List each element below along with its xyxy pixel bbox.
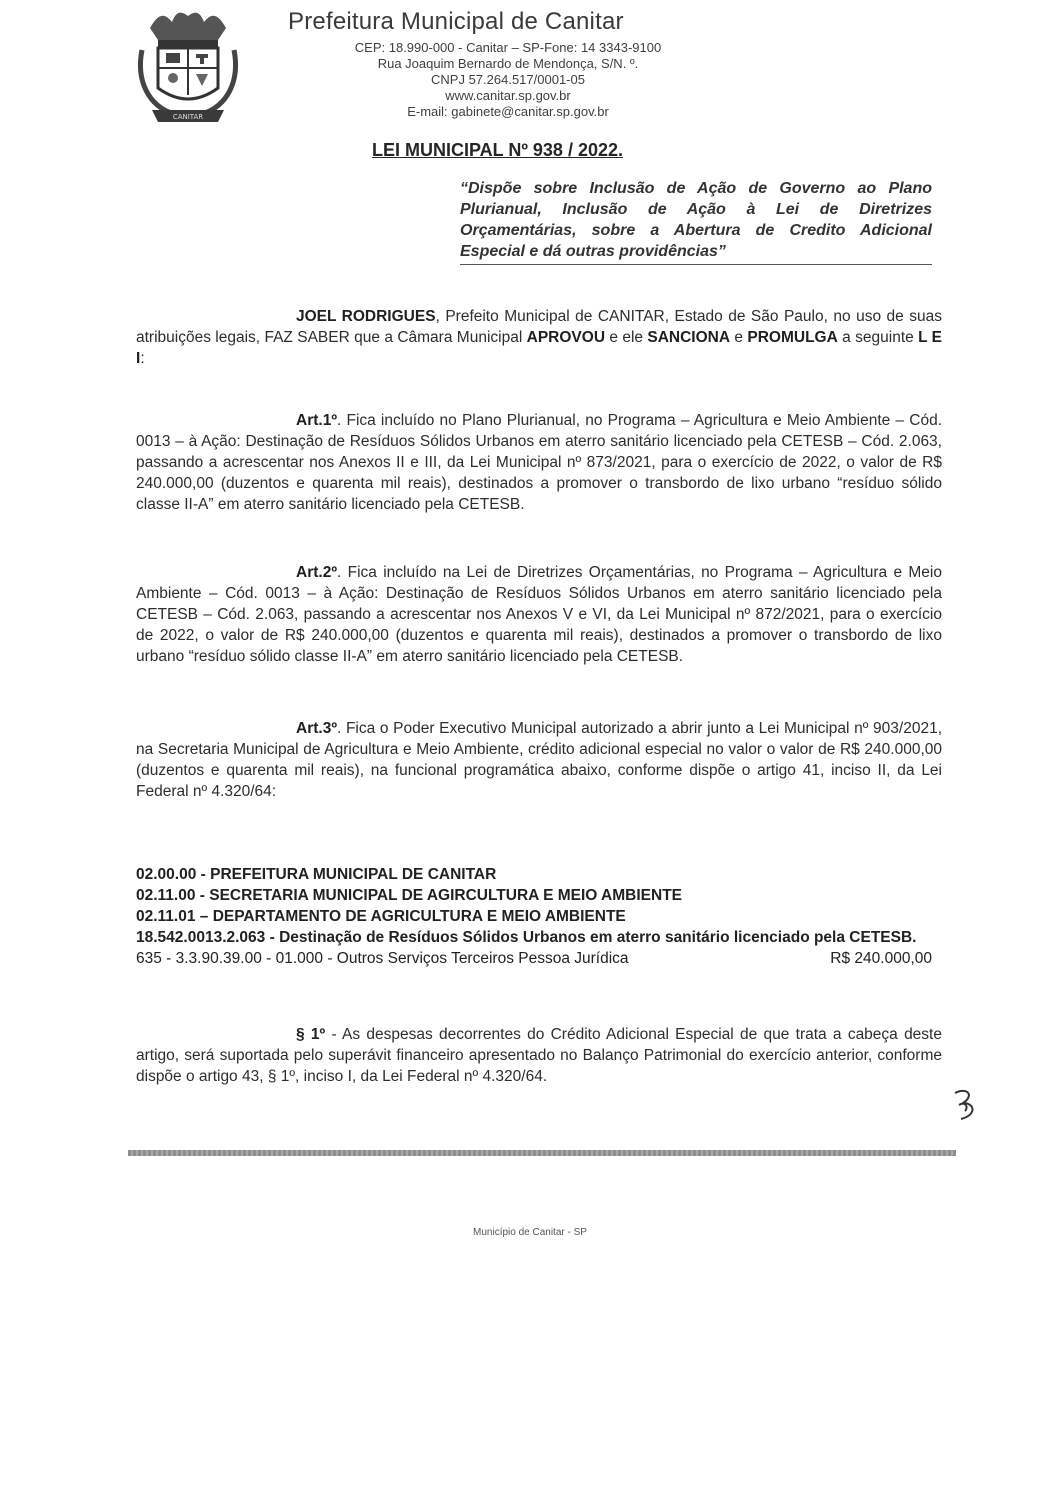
letterhead	[288, 8, 728, 120]
preamble-text: e	[730, 329, 748, 346]
article-3	[136, 718, 942, 802]
paragraph-1-text: - As despesas decorrentes do Crédito Adicional Especial de que trata a cabeça deste artigo, será suportada pelo superávit financeiro apresentado no Balanço Patrimonial do exercício anterior, conforme dispõe o artigo 43, § 1º, inciso I, da Lei Federal nº 4.320/64.	[136, 1026, 942, 1085]
preamble-text: , Prefeito Municipal de CANITAR, Estado de São Paulo, no uso de suas atribuições legais, FAZ SABER que a Câmara Municipal	[136, 308, 942, 346]
page-divider	[128, 1150, 956, 1156]
article-2-label: Art.2º	[296, 564, 337, 581]
article-3-text: . Fica o Poder Executivo Municipal autorizado a abrir junto a Lei Municipal nº 903/2021, na Secretaria Municipal de Agricultura e Meio Ambiente, crédito adicional especial no valor o valor de R$ 240.000,00 (duzentos e quarenta mil reais), na funcional programática abaixo, conforme dispõe o artigo 41, inciso II, da Lei Federal nº 4.320/64:	[136, 720, 942, 800]
law-title: LEI MUNICIPAL Nº 938 / 2022.	[372, 140, 623, 160]
preamble-text: e ele	[605, 329, 648, 346]
preamble-text: a seguinte	[837, 329, 919, 346]
paragraph-1	[136, 1024, 942, 1087]
lei-word: L E I	[136, 329, 942, 367]
crest-banner-text: CANITAR	[172, 113, 204, 121]
article-1-label: Art.1º	[296, 412, 337, 429]
expense-description: 635 - 3.3.90.39.00 - 01.000 - Outros Serviços Terceiros Pessoa Jurídica	[136, 950, 629, 967]
budget-line-action: 18.542.0013.2.063 - Destinação de Resíduos Sólidos Urbanos em aterro sanitário licenciado pela CETESB.	[136, 929, 917, 946]
address-line: CNPJ 57.264.517/0001-05	[431, 72, 585, 87]
law-summary: “Dispõe sobre Inclusão de Ação de Governo ao Plano Plurianual, Inclusão de Ação à Lei de Diretrizes Orçamentárias, sobre a Abertura de Credito Adicional Especial e dá outras providências”	[460, 178, 932, 265]
budget-line-expense	[136, 948, 942, 969]
address-line: Rua Joaquim Bernardo de Mendonça, S/N. º.	[377, 56, 639, 71]
website-line: www.canitar.sp.gov.br	[445, 88, 571, 103]
approved-word: APROVOU	[526, 329, 606, 346]
budget-line-secretariat: 02.11.00 - SECRETARIA MUNICIPAL DE AGIRCULTURA E MEIO AMBIENTE	[136, 887, 683, 904]
article-2-text: . Fica incluído na Lei de Diretrizes Orçamentárias, no Programa – Agricultura e Meio Ambiente – Cód. 0013 – à Ação: Destinação de Resíduos Sólidos Urbanos em aterro sanitário licenciado pela CETESB – Cód. 2.063, passando a acrescentar nos Anexos V e VI, da Lei Municipal nº 872/2021, para o exercício de 2022, o valor de R$ 240.000,00 (duzentos e quarenta mil reais), destinados a promover o transbordo de lixo urbano “resíduo sólido classe II-A” em aterro sanitário licenciado pela CETESB.	[136, 564, 942, 665]
preamble-text: :	[140, 350, 145, 367]
article-1	[136, 410, 942, 515]
page-footer: Município de Canitar - SP	[473, 1227, 587, 1238]
promulga-word: PROMULGA	[747, 329, 838, 346]
email-line: E-mail: gabinete@canitar.sp.gov.br	[407, 104, 609, 119]
article-2	[136, 562, 942, 667]
municipal-crest-icon	[128, 10, 248, 130]
handwritten-initials-icon	[945, 1085, 985, 1125]
article-3-label: Art.3º	[296, 720, 337, 737]
budget-line-department: 02.11.01 – DEPARTAMENTO DE AGRICULTURA E MEIO AMBIENTE	[136, 908, 626, 925]
article-1-text: . Fica incluído no Plano Plurianual, no Programa – Agricultura e Meio Ambiente – Cód. 0013 – à Ação: Destinação de Resíduos Sólidos Urbanos em aterro sanitário licenciado pela CETESB – Cód. 2.063, passando a acrescentar nos Anexos II e III, da Lei Municipal nº 873/2021, para o exercício de 2022, o valor de R$ 240.000,00 (duzentos e quarenta mil reais), destinados a promover o transbordo de lixo urbano “resíduo sólido classe II-A” em aterro sanitário licenciado pela CETESB.	[136, 412, 942, 513]
expense-amount: R$ 240.000,00	[830, 950, 932, 967]
budget-line-organ: 02.00.00 - PREFEITURA MUNICIPAL DE CANITAR	[136, 866, 497, 883]
address-line: CEP: 18.990-000 - Canitar – SP-Fone: 14 3343-9100	[354, 40, 662, 55]
organization-name: Prefeitura Municipal de Canitar	[288, 8, 624, 35]
budget-classification	[136, 864, 942, 969]
preamble-paragraph	[136, 306, 942, 369]
sanciona-word: SANCIONA	[647, 329, 731, 346]
mayor-name: JOEL RODRIGUES	[296, 308, 436, 325]
paragraph-1-label: § 1º	[296, 1026, 326, 1043]
